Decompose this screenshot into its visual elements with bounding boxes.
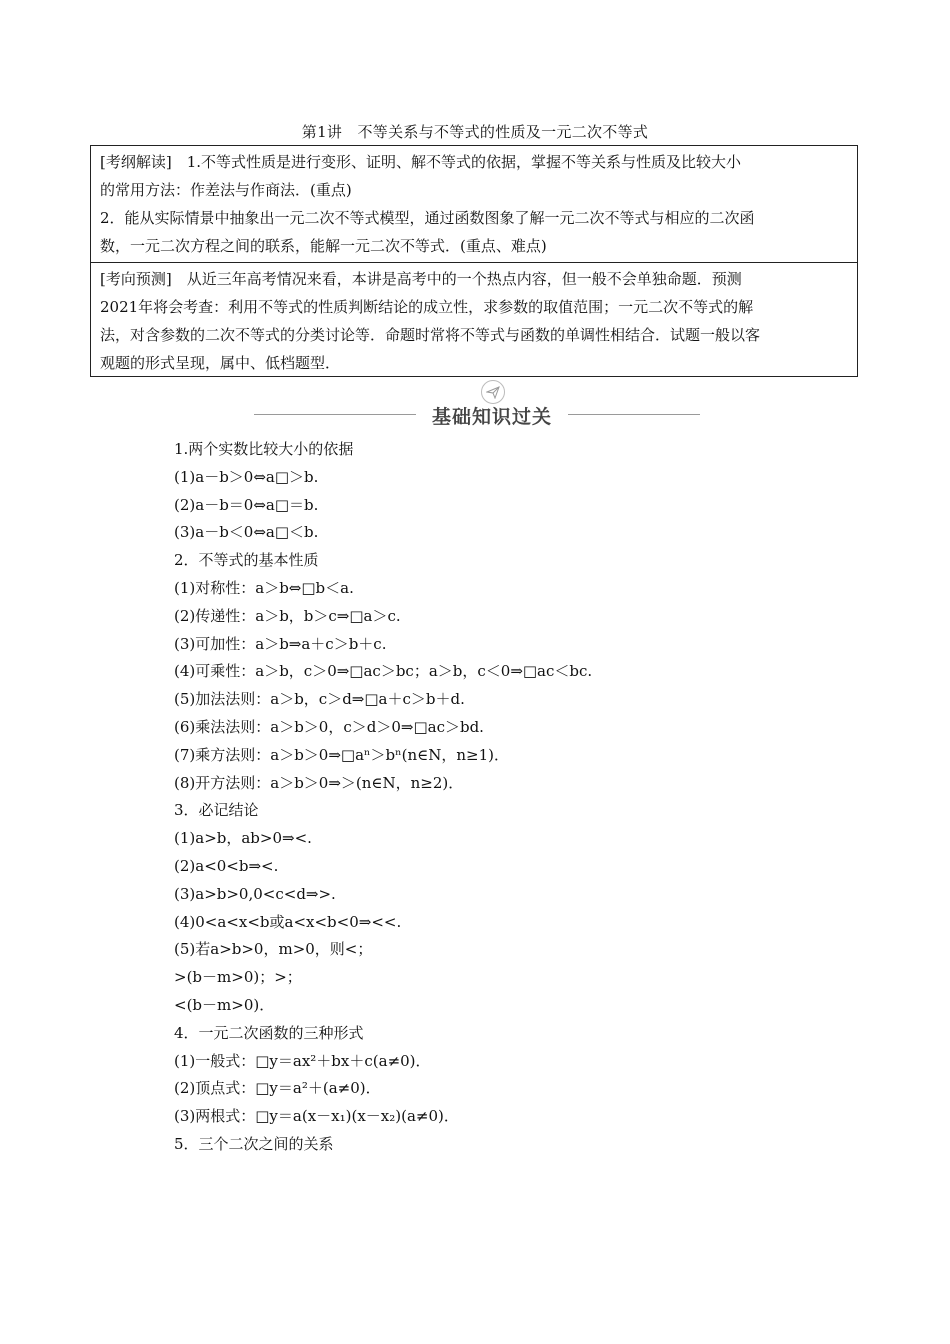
property-line-4: (4)可乘性：a＞b，c＞0⇒□ac＞bc；a＞b，c＜0⇒□ac＜bc. <box>174 662 593 681</box>
heading-conclusions: 3．必记结论 <box>174 801 259 820</box>
property-line-2: (2)传递性：a＞b，b＞c⇒□a＞c. <box>174 606 401 625</box>
conclusion-line-3: (3)a>b>0,0<c<d⇒>. <box>174 884 336 903</box>
property-line-5: (5)加法法则：a＞b，c＞d⇒□a＋c＞b＋d. <box>174 690 465 709</box>
compare-line-3: (3)a－b＜0⇔a□＜b. <box>174 523 319 542</box>
exam-forecast-box <box>90 262 858 377</box>
property-line-7: (7)乘方法则：a＞b＞0⇒□aⁿ＞bⁿ(n∈N，n≥1)． <box>174 745 509 764</box>
section-title: 基础知识过关 <box>431 406 552 428</box>
form-line-general: (1)一般式：□y＝ax²＋bx＋c(a≠0)． <box>174 1051 431 1070</box>
heading-quadratic-forms: 4．一元二次函数的三种形式 <box>174 1023 364 1042</box>
outline-line-2: 的常用方法：作差法与作商法．(重点) <box>100 181 352 199</box>
banner-divider-right <box>568 414 700 415</box>
outline-line-4: 数，一元二次方程之间的联系，能解一元二次不等式．(重点、难点) <box>100 237 547 255</box>
property-line-6: (6)乘法法则：a＞b＞0，c＞d＞0⇒□ac＞bd. <box>174 717 484 736</box>
property-line-3: (3)可加性：a＞b⇒a＋c＞b＋c. <box>174 634 387 653</box>
conclusion-line-6: >(b－m>0)；>； <box>174 968 302 987</box>
exam-outline-box <box>90 145 858 263</box>
property-line-1: (1)对称性：a＞b⇔□b＜a. <box>174 578 354 597</box>
forecast-line-4: 观题的形式呈现，属中、低档题型． <box>100 354 341 372</box>
conclusion-line-7: <(b－m>0)． <box>174 995 275 1014</box>
form-line-roots: (3)两根式：□y＝a(x－x₁)(x－x₂)(a≠0)． <box>174 1107 459 1126</box>
knowledge-content <box>174 436 864 1159</box>
conclusion-line-5: (5)若a>b>0，m>0，则<； <box>174 940 373 959</box>
paper-plane-icon <box>481 380 505 404</box>
lesson-title: 第1讲 不等关系与不等式的性质及一元二次不等式 <box>301 123 649 141</box>
compare-line-1: (1)a－b＞0⇔a□＞b. <box>174 467 319 486</box>
conclusion-line-2: (2)a<0<b⇒<. <box>174 856 279 875</box>
forecast-line-1: [考向预测] 从近三年高考情况来看，本讲是高考中的一个热点内容，但一般不会单独命题．预测 <box>100 270 742 288</box>
conclusion-line-4: (4)0<a<x<b或a<x<b<0⇒<<. <box>174 912 402 931</box>
conclusion-line-1: (1)a>b，ab>0⇒<. <box>174 829 312 848</box>
section-banner <box>0 380 950 430</box>
heading-properties: 2．不等式的基本性质 <box>174 551 319 570</box>
outline-line-1: [考纲解读] 1.不等式性质是进行变形、证明、解不等式的依据，掌握不等关系与性质及比较大小 <box>100 153 742 171</box>
compare-line-2: (2)a－b＝0⇔a□＝b. <box>174 495 319 514</box>
heading-three-quadratics: 5．三个二次之间的关系 <box>174 1134 334 1153</box>
forecast-line-3: 法，对含参数的二次不等式的分类讨论等．命题时常将不等式与函数的单调性相结合．试题一般以客 <box>100 326 761 344</box>
form-line-vertex: (2)顶点式：□y＝a²＋(a≠0)． <box>174 1079 381 1098</box>
outline-line-3: 2．能从实际情景中抽象出一元二次不等式模型，通过函数图象了解一元二次不等式与相应的二次函 <box>100 209 755 227</box>
forecast-line-2: 2021年将会考查：利用不等式的性质判断结论的成立性，求参数的取值范围；一元二次不等式的解 <box>100 298 754 316</box>
heading-compare: 1.两个实数比较大小的依据 <box>174 440 354 458</box>
property-line-8: (8)开方法则：a＞b＞0⇒＞(n∈N，n≥2)． <box>174 773 464 792</box>
banner-divider-left <box>254 414 416 415</box>
